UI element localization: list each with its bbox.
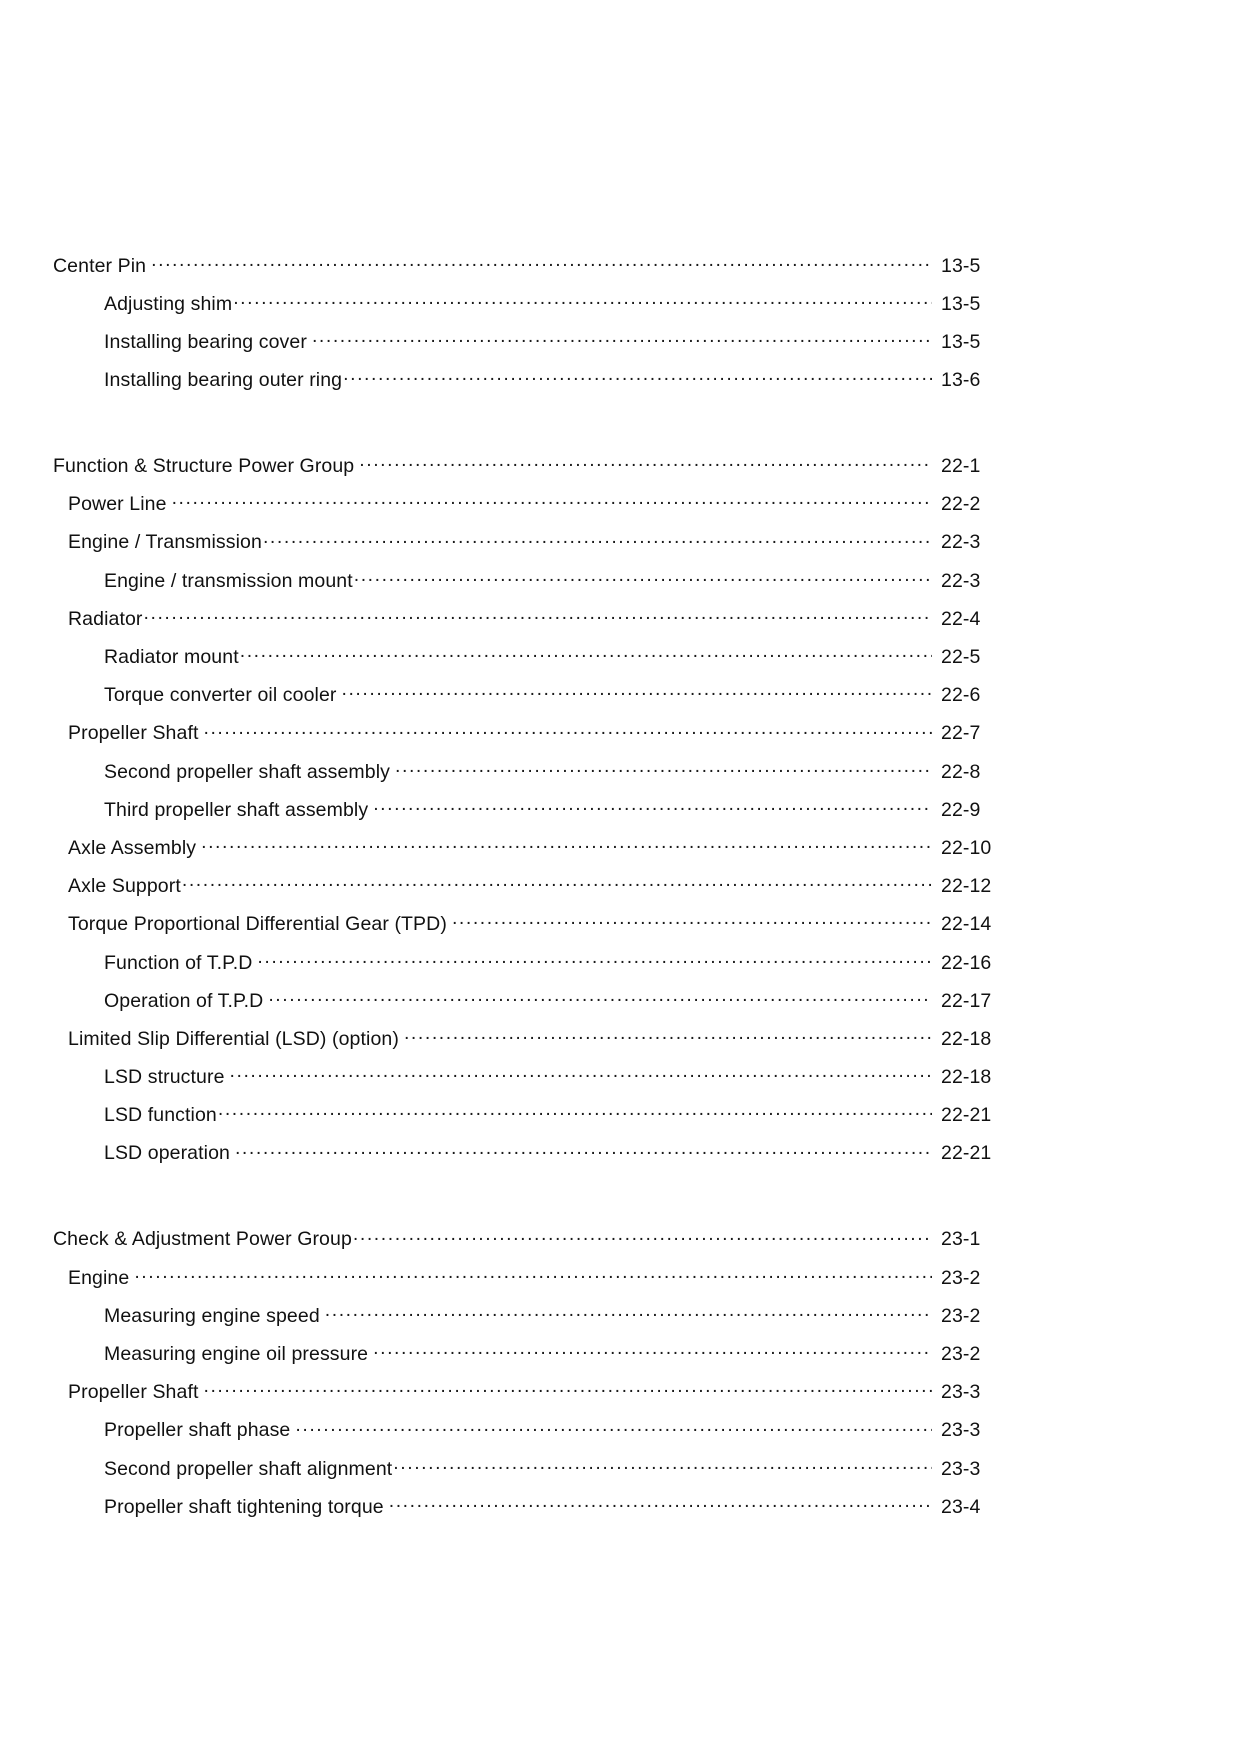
toc-entry-page-number: 22-12 — [941, 875, 992, 898]
toc-entry[interactable] — [53, 834, 1003, 858]
toc-entry-page-number: 23-3 — [941, 1381, 981, 1404]
dot-leader — [295, 1417, 932, 1437]
dot-leader — [257, 949, 932, 969]
toc-entry-title: Engine / transmission mount — [104, 569, 353, 592]
toc-entry-page-number: 22-3 — [941, 531, 981, 554]
toc-entry-title: LSD structure — [104, 1066, 225, 1089]
toc-entry[interactable] — [53, 491, 1003, 515]
toc-entry[interactable] — [53, 1025, 1003, 1049]
toc-entry-page-number: 22-9 — [941, 798, 981, 821]
toc-entry-title: Adjusting shim — [104, 292, 233, 315]
toc-entry-page-number: 23-2 — [941, 1266, 981, 1289]
toc-entry-title: Axle Support — [68, 875, 181, 898]
dot-leader — [341, 682, 932, 702]
toc-entry[interactable] — [53, 911, 1003, 935]
toc-entry-title: Propeller Shaft — [68, 1381, 199, 1404]
toc-entry-title: Operation of T.P.D — [104, 989, 264, 1012]
toc-entry-page-number: 22-6 — [941, 684, 981, 707]
dot-leader — [404, 1025, 932, 1045]
toc-entry-page-number: 22-18 — [941, 1027, 992, 1050]
toc-entry[interactable] — [53, 873, 1003, 897]
toc-entry-title: Radiator mount — [104, 646, 239, 668]
toc-entry-page-number: 22-4 — [941, 607, 981, 630]
dot-leader — [353, 1226, 932, 1246]
toc-entry-page-number: 23-3 — [941, 1457, 981, 1480]
dot-leader — [172, 491, 932, 511]
dot-leader — [218, 1102, 932, 1122]
toc-entry-title: Axle Assembly — [68, 836, 197, 859]
toc-entry[interactable] — [53, 290, 1003, 314]
toc-entry-page-number: 22-2 — [941, 493, 981, 516]
toc-entry[interactable] — [53, 567, 1003, 591]
dot-leader — [263, 529, 932, 549]
toc-entry-title: Function of T.P.D — [104, 951, 253, 974]
toc-entry-title: Second propeller shaft alignment — [104, 1457, 393, 1480]
toc-entry[interactable] — [53, 1226, 1003, 1250]
toc-entry[interactable] — [53, 367, 1003, 391]
dot-leader — [204, 1379, 933, 1399]
dot-leader — [395, 758, 932, 778]
toc-entry[interactable] — [53, 1264, 1003, 1288]
toc-entry[interactable] — [53, 1064, 1003, 1088]
dot-leader — [312, 328, 932, 348]
dot-leader — [373, 1341, 932, 1361]
toc-entry[interactable] — [53, 644, 1003, 668]
toc-entry-page-number: 22-14 — [941, 913, 992, 936]
toc-entry-title: Power Line — [68, 493, 167, 516]
toc-entry-title: Check & Adjustment Power Group — [53, 1228, 352, 1251]
toc-entry-page-number: 22-1 — [941, 455, 981, 478]
toc-entry[interactable] — [53, 605, 1003, 629]
toc-entry-page-number: 23-1 — [941, 1228, 981, 1251]
toc-entry-page-number: 22-16 — [941, 951, 992, 974]
dot-leader — [235, 1140, 932, 1160]
toc-entry-page-number: 22-5 — [941, 646, 981, 668]
toc-entry[interactable] — [53, 1417, 1003, 1441]
toc-entry-page-number: 23-3 — [941, 1419, 981, 1442]
toc-entry-title: Engine / Transmission — [68, 531, 262, 554]
toc-entry-page-number: 22-17 — [941, 989, 992, 1012]
toc-entry[interactable] — [53, 949, 1003, 973]
dot-leader — [233, 290, 932, 310]
toc-entry-page-number: 22-18 — [941, 1066, 992, 1089]
dot-leader — [230, 1064, 932, 1084]
toc-entry[interactable] — [53, 328, 1003, 352]
toc-entry-title: LSD operation — [104, 1142, 230, 1165]
toc-entry-page-number: 22-7 — [941, 722, 981, 745]
toc-entry[interactable] — [53, 682, 1003, 706]
toc-entry-title: Measuring engine speed — [104, 1304, 320, 1327]
toc-entry-page-number: 13-6 — [941, 369, 981, 392]
toc-entry-page-number: 13-5 — [941, 330, 981, 353]
toc-entry[interactable] — [53, 1302, 1003, 1326]
toc-entry-page-number: 22-8 — [941, 760, 981, 783]
toc-entry-title: LSD function — [104, 1104, 217, 1127]
table-of-contents-list — [53, 252, 1003, 1517]
toc-entry[interactable] — [53, 453, 1003, 477]
dot-leader — [151, 252, 932, 272]
toc-entry-title: Propeller Shaft — [68, 722, 199, 745]
dot-leader — [204, 720, 933, 740]
toc-entry[interactable] — [53, 1102, 1003, 1126]
toc-entry-title: Third propeller shaft assembly — [104, 798, 369, 821]
toc-entry-title: Limited Slip Differential (LSD) (option) — [68, 1027, 399, 1050]
dot-leader — [354, 567, 932, 587]
dot-leader — [144, 605, 932, 625]
toc-entry-title: Installing bearing cover — [104, 330, 307, 353]
toc-entry[interactable] — [53, 796, 1003, 820]
toc-entry[interactable] — [53, 1493, 1003, 1517]
toc-entry-title: Propeller shaft tightening torque — [104, 1495, 384, 1518]
dot-leader — [134, 1264, 932, 1284]
toc-entry-page-number: 22-21 — [941, 1104, 992, 1127]
toc-entry-title: Torque Proportional Differential Gear (TPD) — [68, 913, 447, 936]
dot-leader — [325, 1302, 932, 1322]
toc-entry-page-number: 22-10 — [941, 836, 992, 859]
toc-entry-title: Function & Structure Power Group — [53, 455, 355, 478]
toc-entry-page-number: 13-5 — [941, 292, 981, 315]
dot-leader — [389, 1493, 932, 1513]
toc-entry[interactable] — [53, 758, 1003, 782]
toc-entry[interactable] — [53, 1379, 1003, 1403]
dot-leader — [452, 911, 932, 931]
dot-leader — [201, 834, 932, 854]
toc-entry-page-number: 23-4 — [941, 1495, 981, 1518]
toc-entry[interactable] — [53, 529, 1003, 553]
toc-entry-title: Engine — [68, 1266, 130, 1289]
toc-entry[interactable] — [53, 987, 1003, 1011]
toc-entry-title: Propeller shaft phase — [104, 1419, 291, 1442]
dot-leader — [182, 873, 932, 893]
dot-leader — [268, 987, 932, 1007]
toc-entry[interactable] — [53, 720, 1003, 744]
toc-entry-page-number: 23-2 — [941, 1304, 981, 1327]
toc-entry-title: Measuring engine oil pressure — [104, 1343, 369, 1365]
toc-entry[interactable] — [53, 1455, 1003, 1479]
toc-entry-title: Installing bearing outer ring — [104, 369, 343, 392]
dot-leader — [343, 367, 932, 387]
dot-leader — [373, 796, 932, 816]
toc-entry-title: Second propeller shaft assembly — [104, 760, 391, 783]
toc-entry-title: Radiator — [68, 607, 143, 630]
toc-entry-page-number: 23-2 — [941, 1343, 981, 1365]
dot-leader — [240, 644, 932, 664]
toc-entry-page-number: 22-21 — [941, 1142, 992, 1165]
toc-entry-title: Center Pin — [53, 254, 147, 277]
toc-entry-title: Torque converter oil cooler — [104, 684, 337, 707]
toc-entry[interactable] — [53, 1140, 1003, 1164]
toc-entry-page-number: 13-5 — [941, 254, 981, 277]
toc-entry[interactable] — [53, 1341, 1003, 1365]
toc-entry[interactable] — [53, 252, 1003, 276]
toc-entry-page-number: 22-3 — [941, 569, 981, 592]
dot-leader — [359, 453, 932, 473]
dot-leader — [393, 1455, 932, 1475]
